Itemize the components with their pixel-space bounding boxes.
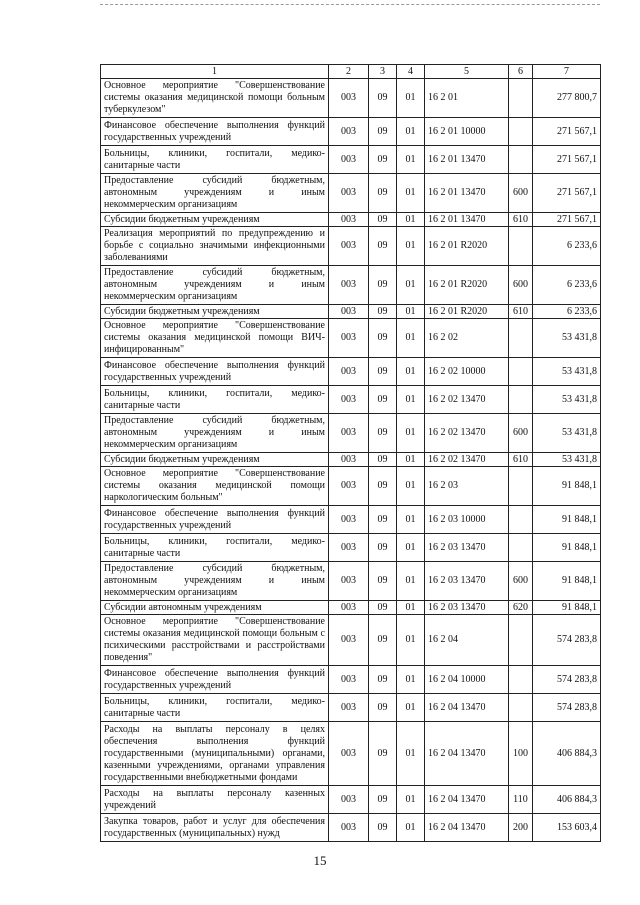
expense-type-cell: 600 xyxy=(509,174,533,213)
target-article-cell: 16 2 04 13470 xyxy=(425,722,509,786)
expense-name-cell: Финансовое обеспечение выполнения функций государственных учреждений xyxy=(101,358,329,386)
expense-name-cell: Основное мероприятие "Совершенствование системы оказания медицинской помощи больным с психическими расстройствами и расстройствами поведения" xyxy=(101,615,329,666)
amount-cell: 53 431,8 xyxy=(533,358,601,386)
table-row xyxy=(101,386,601,414)
page-top-edge xyxy=(100,4,600,5)
target-article-cell: 16 2 01 13470 xyxy=(425,146,509,174)
ministry-code-cell: 003 xyxy=(329,414,369,453)
expense-name-cell: Основное мероприятие "Совершенствование системы оказания медицинской помощи ВИЧ-инфицированным" xyxy=(101,319,329,358)
table-row xyxy=(101,213,601,227)
section-code-cell: 09 xyxy=(369,562,397,601)
table-row xyxy=(101,266,601,305)
table-body xyxy=(101,65,601,842)
table-row xyxy=(101,814,601,842)
expense-name-cell: Субсидии автономным учреждениям xyxy=(101,601,329,615)
section-code-cell: 09 xyxy=(369,79,397,118)
subsection-code-cell: 01 xyxy=(397,666,425,694)
ministry-code-cell: 003 xyxy=(329,694,369,722)
target-article-cell: 16 2 03 13470 xyxy=(425,534,509,562)
amount-cell: 91 848,1 xyxy=(533,506,601,534)
ministry-code-cell: 003 xyxy=(329,814,369,842)
amount-cell: 53 431,8 xyxy=(533,414,601,453)
section-code-cell: 09 xyxy=(369,146,397,174)
subsection-code-cell: 01 xyxy=(397,601,425,615)
amount-cell: 271 567,1 xyxy=(533,213,601,227)
target-article-cell: 16 2 01 13470 xyxy=(425,174,509,213)
header-cell: 3 xyxy=(369,65,397,79)
section-code-cell: 09 xyxy=(369,694,397,722)
expense-type-cell xyxy=(509,467,533,506)
target-article-cell: 16 2 03 xyxy=(425,467,509,506)
amount-cell: 406 884,3 xyxy=(533,722,601,786)
expense-type-cell xyxy=(509,227,533,266)
section-code-cell: 09 xyxy=(369,814,397,842)
target-article-cell: 16 2 03 13470 xyxy=(425,562,509,601)
expense-name-cell: Больницы, клиники, госпитали, медико-санитарные части xyxy=(101,146,329,174)
ministry-code-cell: 003 xyxy=(329,722,369,786)
ministry-code-cell: 003 xyxy=(329,266,369,305)
expense-type-cell xyxy=(509,506,533,534)
expense-name-cell: Расходы на выплаты персоналу в целях обеспечения выполнения функций государственными (муниципальными) органами, казенными учреждениями, органами управления государственными внебюджетными фондами xyxy=(101,722,329,786)
amount-cell: 91 848,1 xyxy=(533,534,601,562)
subsection-code-cell: 01 xyxy=(397,467,425,506)
expense-type-cell: 600 xyxy=(509,414,533,453)
header-cell: 1 xyxy=(101,65,329,79)
expense-name-cell: Субсидии бюджетным учреждениям xyxy=(101,213,329,227)
target-article-cell: 16 2 02 10000 xyxy=(425,358,509,386)
target-article-cell: 16 2 04 13470 xyxy=(425,786,509,814)
expense-type-cell xyxy=(509,534,533,562)
expense-name-cell: Предоставление субсидий бюджетным, автономным учреждениям и иным некоммерческим организациям xyxy=(101,562,329,601)
table-row xyxy=(101,534,601,562)
subsection-code-cell: 01 xyxy=(397,266,425,305)
ministry-code-cell: 003 xyxy=(329,319,369,358)
section-code-cell: 09 xyxy=(369,414,397,453)
amount-cell: 53 431,8 xyxy=(533,319,601,358)
section-code-cell: 09 xyxy=(369,118,397,146)
subsection-code-cell: 01 xyxy=(397,227,425,266)
table-row xyxy=(101,666,601,694)
target-article-cell: 16 2 04 xyxy=(425,615,509,666)
expense-name-cell: Больницы, клиники, госпитали, медико-санитарные части xyxy=(101,534,329,562)
expense-type-cell: 100 xyxy=(509,722,533,786)
ministry-code-cell: 003 xyxy=(329,467,369,506)
target-article-cell: 16 2 01 R2020 xyxy=(425,227,509,266)
header-cell: 6 xyxy=(509,65,533,79)
target-article-cell: 16 2 02 xyxy=(425,319,509,358)
table-row xyxy=(101,615,601,666)
subsection-code-cell: 01 xyxy=(397,506,425,534)
ministry-code-cell: 003 xyxy=(329,227,369,266)
expense-type-cell: 610 xyxy=(509,305,533,319)
target-article-cell: 16 2 04 10000 xyxy=(425,666,509,694)
expense-name-cell: Финансовое обеспечение выполнения функций государственных учреждений xyxy=(101,118,329,146)
ministry-code-cell: 003 xyxy=(329,666,369,694)
ministry-code-cell: 003 xyxy=(329,786,369,814)
table-row xyxy=(101,118,601,146)
ministry-code-cell: 003 xyxy=(329,453,369,467)
header-cell: 4 xyxy=(397,65,425,79)
amount-cell: 53 431,8 xyxy=(533,386,601,414)
target-article-cell: 16 2 01 10000 xyxy=(425,118,509,146)
expense-name-cell: Закупка товаров, работ и услуг для обеспечения государственных (муниципальных) нужд xyxy=(101,814,329,842)
section-code-cell: 09 xyxy=(369,666,397,694)
subsection-code-cell: 01 xyxy=(397,213,425,227)
expense-name-cell: Субсидии бюджетным учреждениям xyxy=(101,453,329,467)
amount-cell: 6 233,6 xyxy=(533,266,601,305)
target-article-cell: 16 2 02 13470 xyxy=(425,414,509,453)
expense-type-cell xyxy=(509,319,533,358)
table-row xyxy=(101,414,601,453)
table-row xyxy=(101,305,601,319)
expense-name-cell: Основное мероприятие "Совершенствование системы оказания медицинской помощи больным туберкулезом" xyxy=(101,79,329,118)
header-cell: 7 xyxy=(533,65,601,79)
section-code-cell: 09 xyxy=(369,722,397,786)
header-cell: 2 xyxy=(329,65,369,79)
ministry-code-cell: 003 xyxy=(329,506,369,534)
ministry-code-cell: 003 xyxy=(329,358,369,386)
amount-cell: 6 233,6 xyxy=(533,305,601,319)
table-row xyxy=(101,79,601,118)
target-article-cell: 16 2 01 R2020 xyxy=(425,266,509,305)
table-row xyxy=(101,227,601,266)
expense-name-cell: Реализация мероприятий по предупреждению и борьбе с социально значимыми инфекционными заболеваниями xyxy=(101,227,329,266)
target-article-cell: 16 2 02 13470 xyxy=(425,453,509,467)
subsection-code-cell: 01 xyxy=(397,146,425,174)
ministry-code-cell: 003 xyxy=(329,118,369,146)
subsection-code-cell: 01 xyxy=(397,305,425,319)
target-article-cell: 16 2 04 13470 xyxy=(425,814,509,842)
expense-name-cell: Больницы, клиники, госпитали, медико-санитарные части xyxy=(101,694,329,722)
amount-cell: 277 800,7 xyxy=(533,79,601,118)
section-code-cell: 09 xyxy=(369,453,397,467)
subsection-code-cell: 01 xyxy=(397,174,425,213)
section-code-cell: 09 xyxy=(369,213,397,227)
expense-name-cell: Субсидии бюджетным учреждениям xyxy=(101,305,329,319)
expense-type-cell: 200 xyxy=(509,814,533,842)
section-code-cell: 09 xyxy=(369,467,397,506)
amount-cell: 91 848,1 xyxy=(533,467,601,506)
table-row xyxy=(101,174,601,213)
expense-name-cell: Расходы на выплаты персоналу казенных учреждений xyxy=(101,786,329,814)
section-code-cell: 09 xyxy=(369,305,397,319)
amount-cell: 91 848,1 xyxy=(533,562,601,601)
section-code-cell: 09 xyxy=(369,319,397,358)
subsection-code-cell: 01 xyxy=(397,453,425,467)
expense-name-cell: Предоставление субсидий бюджетным, автономным учреждениям и иным некоммерческим организациям xyxy=(101,266,329,305)
subsection-code-cell: 01 xyxy=(397,118,425,146)
expense-type-cell: 620 xyxy=(509,601,533,615)
ministry-code-cell: 003 xyxy=(329,174,369,213)
amount-cell: 6 233,6 xyxy=(533,227,601,266)
ministry-code-cell: 003 xyxy=(329,146,369,174)
expense-name-cell: Больницы, клиники, госпитали, медико-санитарные части xyxy=(101,386,329,414)
ministry-code-cell: 003 xyxy=(329,534,369,562)
expense-name-cell: Предоставление субсидий бюджетным, автономным учреждениям и иным некоммерческим организациям xyxy=(101,174,329,213)
table-row xyxy=(101,694,601,722)
amount-cell: 574 283,8 xyxy=(533,694,601,722)
expense-type-cell: 600 xyxy=(509,562,533,601)
amount-cell: 271 567,1 xyxy=(533,174,601,213)
amount-cell: 574 283,8 xyxy=(533,615,601,666)
table-row xyxy=(101,453,601,467)
table-row xyxy=(101,467,601,506)
target-article-cell: 16 2 03 10000 xyxy=(425,506,509,534)
subsection-code-cell: 01 xyxy=(397,414,425,453)
target-article-cell: 16 2 01 R2020 xyxy=(425,305,509,319)
ministry-code-cell: 003 xyxy=(329,213,369,227)
target-article-cell: 16 2 03 13470 xyxy=(425,601,509,615)
subsection-code-cell: 01 xyxy=(397,534,425,562)
section-code-cell: 09 xyxy=(369,227,397,266)
expense-type-cell xyxy=(509,358,533,386)
section-code-cell: 09 xyxy=(369,358,397,386)
expense-type-cell: 610 xyxy=(509,453,533,467)
table-row xyxy=(101,722,601,786)
subsection-code-cell: 01 xyxy=(397,722,425,786)
subsection-code-cell: 01 xyxy=(397,79,425,118)
amount-cell: 271 567,1 xyxy=(533,146,601,174)
amount-cell: 574 283,8 xyxy=(533,666,601,694)
section-code-cell: 09 xyxy=(369,534,397,562)
table-row xyxy=(101,562,601,601)
expense-type-cell xyxy=(509,118,533,146)
subsection-code-cell: 01 xyxy=(397,786,425,814)
expense-type-cell xyxy=(509,386,533,414)
section-code-cell: 09 xyxy=(369,506,397,534)
table-row xyxy=(101,358,601,386)
table-header-row xyxy=(101,65,601,79)
ministry-code-cell: 003 xyxy=(329,386,369,414)
ministry-code-cell: 003 xyxy=(329,305,369,319)
amount-cell: 406 884,3 xyxy=(533,786,601,814)
ministry-code-cell: 003 xyxy=(329,601,369,615)
expense-type-cell xyxy=(509,615,533,666)
section-code-cell: 09 xyxy=(369,615,397,666)
expense-name-cell: Финансовое обеспечение выполнения функций государственных учреждений xyxy=(101,666,329,694)
section-code-cell: 09 xyxy=(369,601,397,615)
page-number: 15 xyxy=(313,853,327,868)
subsection-code-cell: 01 xyxy=(397,386,425,414)
amount-cell: 271 567,1 xyxy=(533,118,601,146)
table-row xyxy=(101,146,601,174)
table-row xyxy=(101,601,601,615)
ministry-code-cell: 003 xyxy=(329,562,369,601)
expense-name-cell: Основное мероприятие "Совершенствование системы оказания медицинской помощи наркологическим больным" xyxy=(101,467,329,506)
section-code-cell: 09 xyxy=(369,786,397,814)
expense-type-cell: 600 xyxy=(509,266,533,305)
subsection-code-cell: 01 xyxy=(397,694,425,722)
target-article-cell: 16 2 01 13470 xyxy=(425,213,509,227)
ministry-code-cell: 003 xyxy=(329,79,369,118)
table-row xyxy=(101,786,601,814)
subsection-code-cell: 01 xyxy=(397,319,425,358)
target-article-cell: 16 2 02 13470 xyxy=(425,386,509,414)
amount-cell: 53 431,8 xyxy=(533,453,601,467)
header-cell: 5 xyxy=(425,65,509,79)
budget-table xyxy=(100,64,601,842)
expense-type-cell xyxy=(509,666,533,694)
amount-cell: 153 603,4 xyxy=(533,814,601,842)
table-row xyxy=(101,506,601,534)
expense-name-cell: Финансовое обеспечение выполнения функций государственных учреждений xyxy=(101,506,329,534)
target-article-cell: 16 2 01 xyxy=(425,79,509,118)
expense-type-cell: 610 xyxy=(509,213,533,227)
section-code-cell: 09 xyxy=(369,386,397,414)
ministry-code-cell: 003 xyxy=(329,615,369,666)
section-code-cell: 09 xyxy=(369,174,397,213)
subsection-code-cell: 01 xyxy=(397,615,425,666)
subsection-code-cell: 01 xyxy=(397,562,425,601)
expense-type-cell xyxy=(509,694,533,722)
target-article-cell: 16 2 04 13470 xyxy=(425,694,509,722)
expense-type-cell: 110 xyxy=(509,786,533,814)
section-code-cell: 09 xyxy=(369,266,397,305)
expense-type-cell xyxy=(509,146,533,174)
subsection-code-cell: 01 xyxy=(397,814,425,842)
expense-name-cell: Предоставление субсидий бюджетным, автономным учреждениям и иным некоммерческим организациям xyxy=(101,414,329,453)
amount-cell: 91 848,1 xyxy=(533,601,601,615)
table-row xyxy=(101,319,601,358)
expense-type-cell xyxy=(509,79,533,118)
subsection-code-cell: 01 xyxy=(397,358,425,386)
